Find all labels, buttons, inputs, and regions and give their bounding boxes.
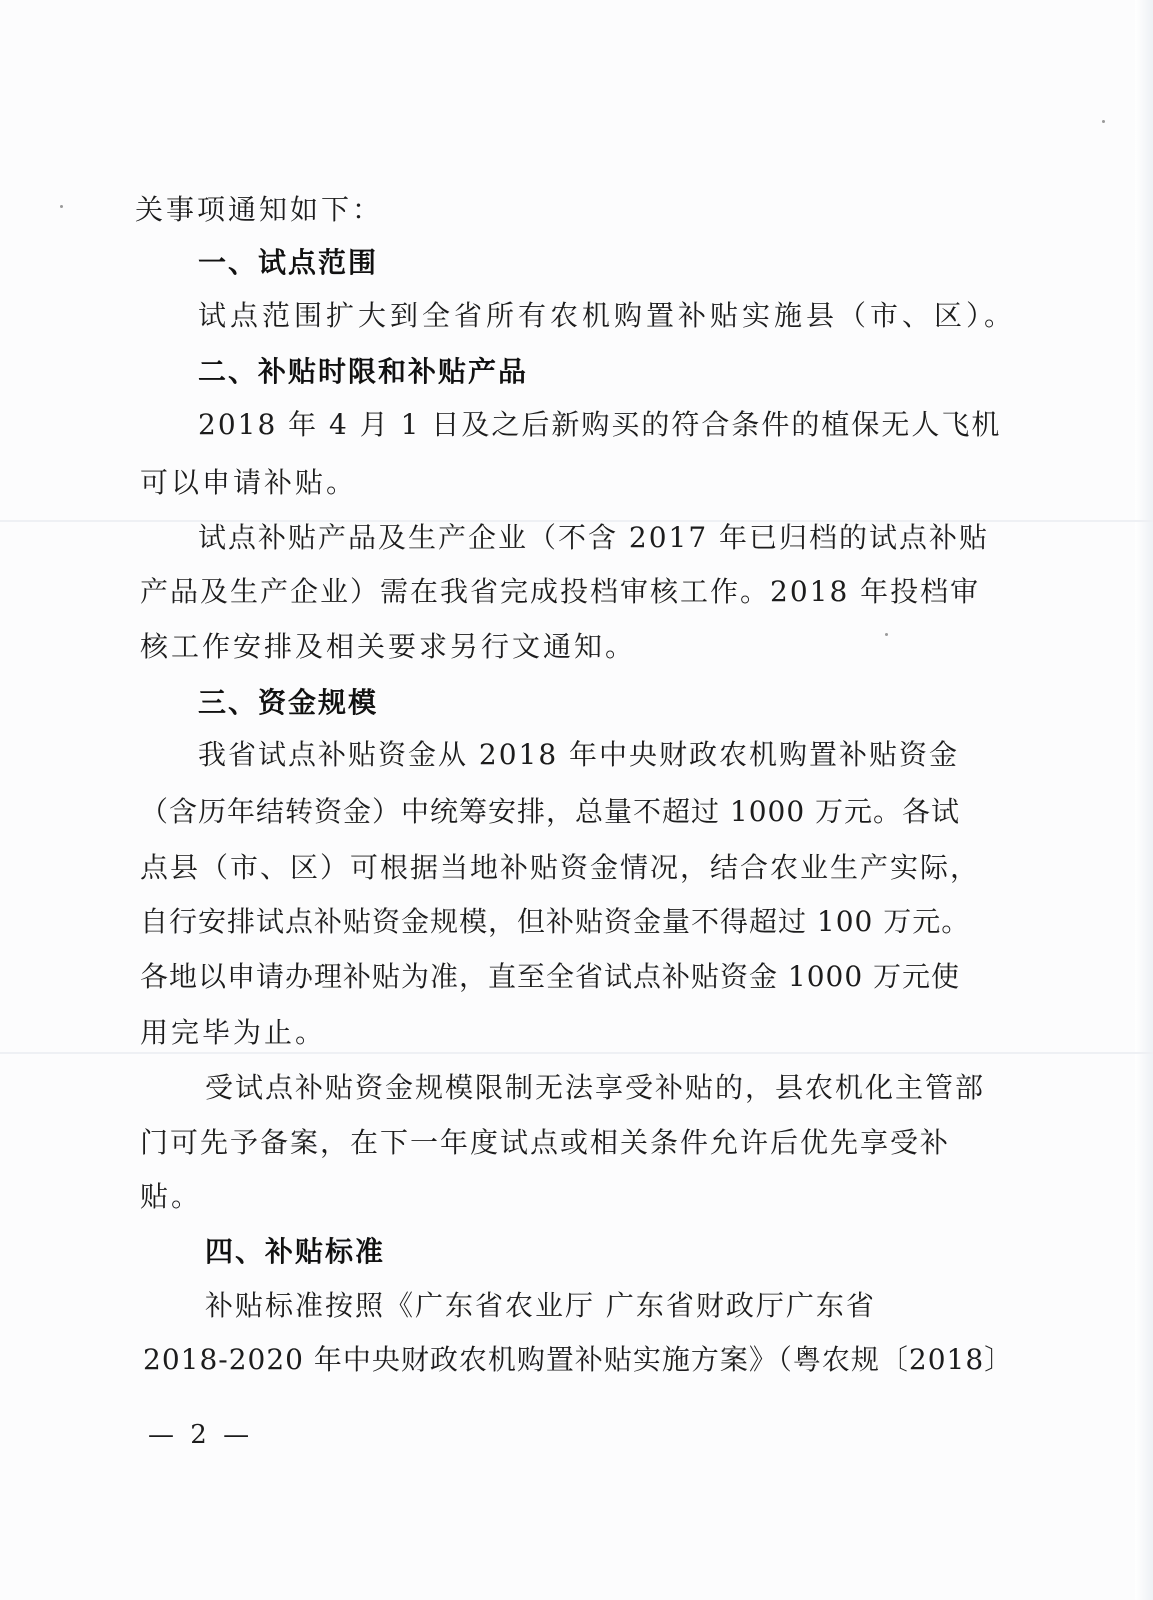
paragraph-line: 自行安排试点补贴资金规模，但补贴资金量不得超过 100 万元。: [140, 905, 971, 938]
scan-edge: [1135, 0, 1153, 1600]
paragraph-line: 产品及生产企业）需在我省完成投档审核工作。2018 年投档审: [140, 575, 981, 608]
section-heading: 三、资金规模: [198, 686, 379, 719]
paragraph-line: 2018-2020 年中央财政农机购置补贴实施方案》（粤农规〔2018〕: [143, 1343, 1014, 1376]
scan-speck: [60, 205, 63, 208]
paragraph-line: 试点范围扩大到全省所有农机购置补贴实施县（市、区）。: [198, 299, 1017, 332]
paragraph-line: 补贴标准按照《广东省农业厅 广东省财政厅广东省: [205, 1289, 876, 1322]
paragraph-line: 我省试点补贴资金从 2018 年中央财政农机购置补贴资金: [198, 738, 960, 771]
paragraph-line: 核工作安排及相关要求另行文通知。: [140, 630, 637, 663]
paragraph-line: 点县（市、区）可根据当地补贴资金情况，结合农业生产实际，: [140, 851, 981, 884]
paragraph-line: 门可先予备案，在下一年度试点或相关条件允许后优先享受补: [140, 1126, 951, 1159]
section-heading: 一、试点范围: [198, 246, 379, 279]
paragraph-line: （含历年结转资金）中统筹安排，总量不超过 1000 万元。各试: [140, 795, 961, 828]
section-heading: 二、补贴时限和补贴产品: [198, 355, 529, 388]
paragraph-line: 关事项通知如下：: [135, 193, 384, 226]
paragraph-line: 2018 年 4 月 1 日及之后新购买的符合条件的植保无人飞机: [198, 408, 1002, 441]
paragraph-line: 各地以申请办理补贴为准，直至全省试点补贴资金 1000 万元使: [140, 960, 961, 993]
paragraph-line: 受试点补贴资金规模限制无法享受补贴的，县农机化主管部: [205, 1071, 986, 1104]
page-number: — 2 —: [148, 1420, 254, 1450]
section-heading: 四、补贴标准: [205, 1235, 386, 1268]
paragraph-line: 可以申请补贴。: [140, 466, 358, 499]
scan-speck: [1102, 120, 1105, 123]
scan-speck: [885, 633, 888, 636]
paragraph-line: 试点补贴产品及生产企业（不含 2017 年已归档的试点补贴: [198, 521, 990, 554]
paragraph-line: 用完毕为止。: [140, 1016, 327, 1049]
paragraph-line: 贴。: [140, 1180, 203, 1213]
